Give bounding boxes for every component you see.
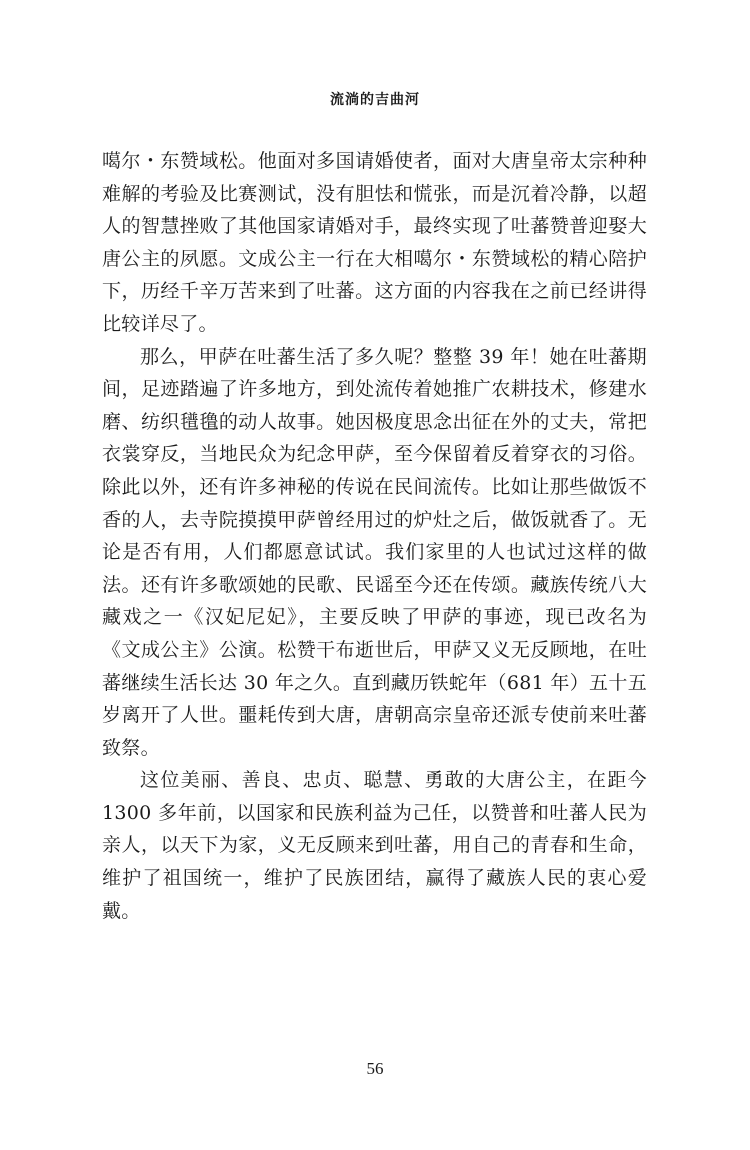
paragraph-jiasa-life: 那么，甲萨在吐蕃生活了多久呢？整整 39 年！她在吐蕃期间，足迹踏遍了许多地方，到处流传着她推广农耕技术，修建水磨、纺织氆氇的动人故事。她因极度思念出征在外的丈夫，常把衣裳穿反，当地民众为纪念甲萨，至今保留着反着穿衣的习俗。除此以外，还有许多神秘的传说在民间流传。比如让那些做饭不香的人，去寺院摸摸甲萨曾经用过的炉灶之后，做饭就香了。无论是否有用，人们都愿意试试。我们家里的人也试过这样的做法。还有许多歌颂她的民歌、民谣至今还在传颂。藏族传统八大藏戏之一《汉妃尼妃》，主要反映了甲萨的事迹，现已改名为《文成公主》公演。松赞干布逝世后，甲萨又义无反顾地，在吐蕃继续生活长达 30 年之久。直到藏历铁蛇年（681 年）五十五岁离开了人世。噩耗传到大唐，唐朝高宗皇帝还派专使前来吐蕃致祭。 (102, 345, 647, 759)
running-head-title: 流淌的吉曲河 (330, 92, 420, 108)
body-text (102, 145, 647, 927)
paragraph-continued: 噶尔・东赞域松。他面对多国请婚使者，面对大唐皇帝太宗种种难解的考验及比赛测试，没有胆怯和慌张，而是沉着冷静，以超人的智慧挫败了其他国家请婚对手，最终实现了吐蕃赞普迎娶大唐公主的夙愿。文成公主一行在大相噶尔・东赞域松的精心陪护下，历经千辛万苦来到了吐蕃。这方面的内容我在之前已经讲得比较详尽了。 (102, 150, 647, 335)
paragraph-conclusion: 这位美丽、善良、忠贞、聪慧、勇敢的大唐公主，在距今 1300 多年前，以国家和民族利益为己任，以赞普和吐蕃人民为亲人，以天下为家，义无反顾来到吐蕃，用自己的青春和生命，维护了祖国统一，维护了民族团结，赢得了藏族人民的衷心爱戴。 (102, 769, 647, 922)
page-number: 56 (366, 1059, 384, 1078)
